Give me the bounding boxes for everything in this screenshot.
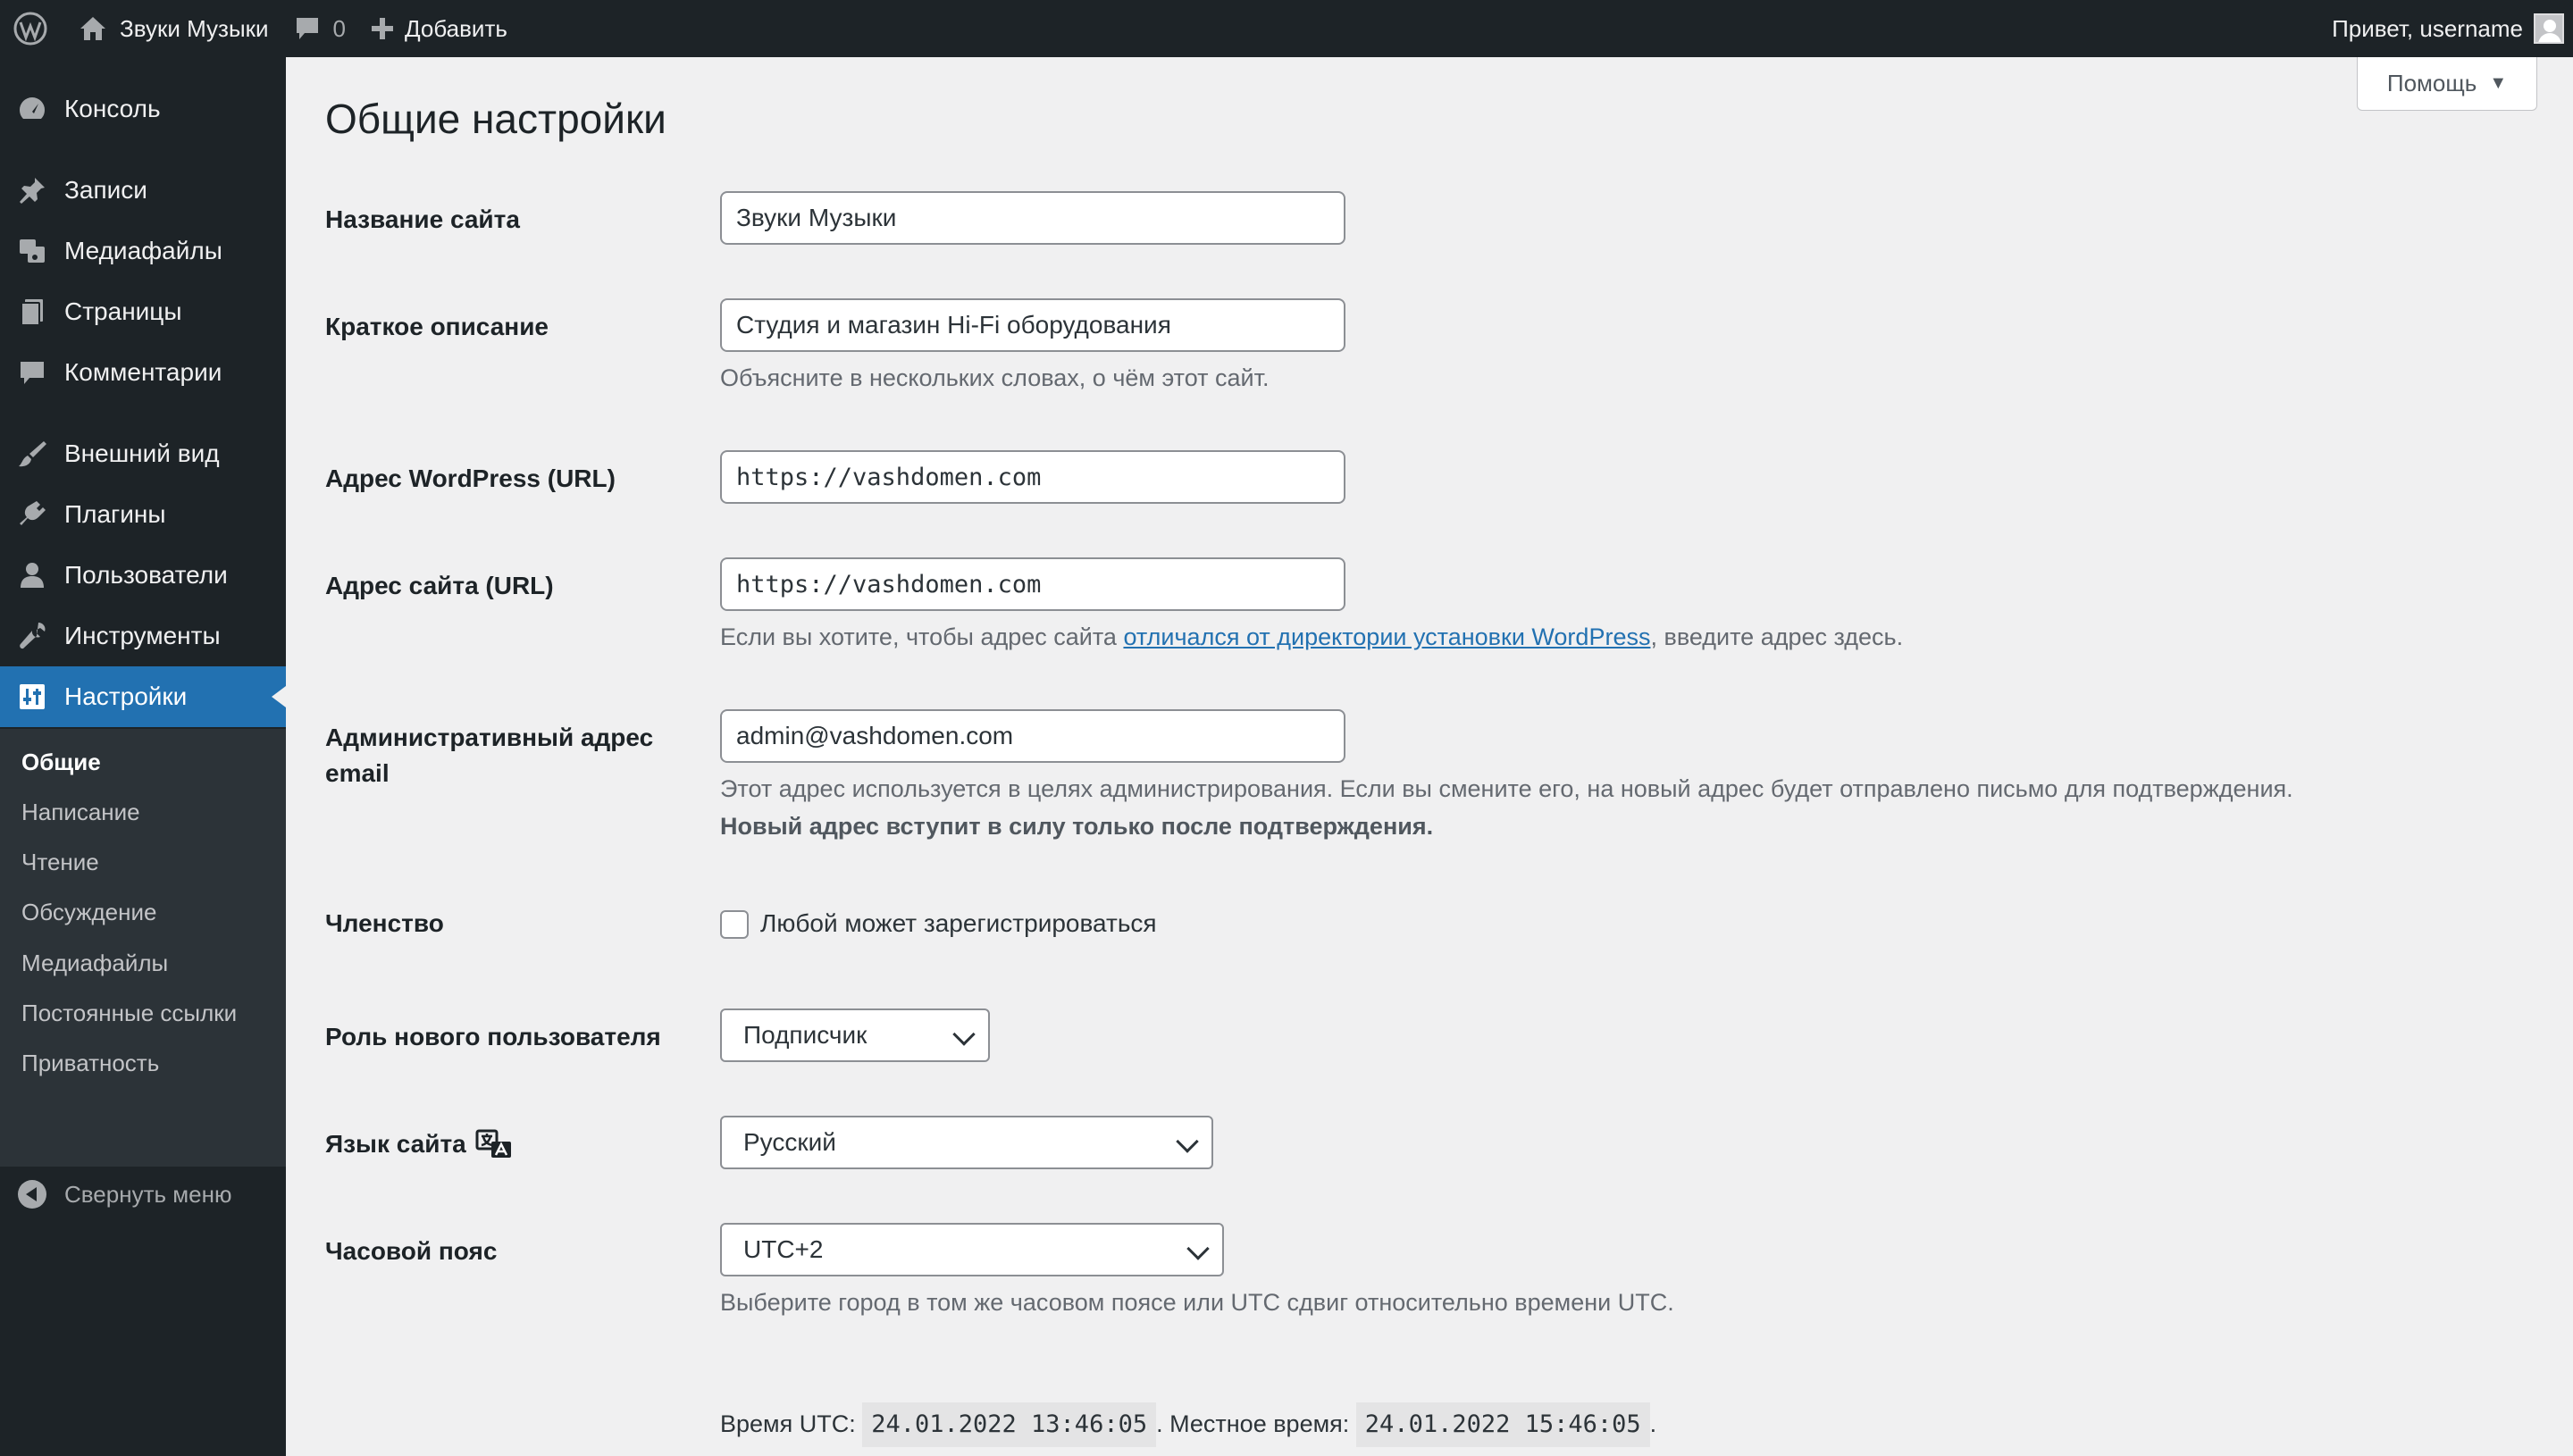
admin-email-desc-bold: Новый адрес вступит в силу только после подтверждения. <box>720 813 1434 840</box>
timezone-select[interactable] <box>720 1223 1224 1276</box>
admin-email-input[interactable] <box>720 709 1345 763</box>
admin-email-description <box>720 770 2293 845</box>
comments-link[interactable] <box>281 0 358 57</box>
tagline-label: Краткое описание <box>325 313 549 340</box>
default-role-select[interactable] <box>720 1008 990 1062</box>
site-url-help-link[interactable]: отличался от директории установки WordPress <box>1123 623 1651 650</box>
sidebar-item-settings[interactable] <box>0 666 286 727</box>
sidebar-item-label: Пользователи <box>64 561 228 589</box>
sidebar-item-dashboard[interactable] <box>0 79 286 139</box>
triangle-down-icon: ▼ <box>2489 73 2508 93</box>
site-url-label: Адрес сайта (URL) <box>325 572 554 599</box>
media-icon <box>17 236 47 266</box>
settings-icon <box>17 682 47 712</box>
sidebar-item-plugins[interactable] <box>0 484 286 545</box>
plug-icon <box>17 499 47 530</box>
brush-icon <box>17 439 47 469</box>
chevron-down-icon <box>1186 1237 1209 1259</box>
sidebar-item-label: Внешний вид <box>64 439 220 467</box>
site-language-value: Русский <box>743 1128 836 1156</box>
tagline-input[interactable] <box>720 298 1345 352</box>
default-role-value: Подписчик <box>743 1021 867 1049</box>
sidebar-item-label: Плагины <box>64 500 166 528</box>
admin-email-label-line2: email <box>325 759 390 787</box>
sidebar-item-label: Медиафайлы <box>64 237 222 264</box>
plus-icon <box>371 17 394 40</box>
wrench-icon <box>17 621 47 651</box>
sidebar-item-label: Консоль <box>64 95 161 122</box>
timezone-label: Часовой пояс <box>325 1237 498 1265</box>
tagline-description: Объясните в нескольких словах, о чём этот сайт. <box>720 364 1270 391</box>
sidebar-item-label: Записи <box>64 176 147 204</box>
submenu-privacy[interactable]: Приватность <box>21 1050 160 1076</box>
admin-bar <box>0 0 2573 57</box>
comments-count: 0 <box>332 14 346 42</box>
admin-sidebar <box>0 57 286 1456</box>
sidebar-item-posts[interactable] <box>0 160 286 221</box>
utc-time-value: 24.01.2022 13:46:05 <box>862 1402 1156 1447</box>
user-icon <box>17 560 47 590</box>
wordpress-url-input[interactable] <box>720 450 1345 504</box>
avatar <box>2534 13 2564 44</box>
sidebar-item-label: Страницы <box>64 297 182 325</box>
membership-label: Членство <box>325 909 444 937</box>
admin-email-value: admin@vashdomen.com <box>736 722 1014 749</box>
timezone-clock-line <box>720 1402 1656 1447</box>
site-language-label-text: Язык сайта <box>325 1130 466 1158</box>
comment-bubble-icon <box>294 15 321 42</box>
translation-icon <box>475 1129 513 1159</box>
greeting-text: Привет, username <box>2332 14 2523 42</box>
collapse-arrow-icon <box>18 1180 46 1209</box>
page-title: Общие настройки <box>325 96 666 142</box>
site-name: Звуки Музыки <box>120 14 269 42</box>
add-new-label: Добавить <box>405 14 507 42</box>
membership-checkbox[interactable] <box>720 910 749 939</box>
utc-time-label: Время UTC: <box>720 1410 856 1437</box>
sidebar-item-tools[interactable] <box>0 606 286 666</box>
site-title-label: Название сайта <box>325 205 520 233</box>
site-url-desc-text: Если вы хотите, чтобы адрес сайта <box>720 623 1124 650</box>
wordpress-url-label: Адрес WordPress (URL) <box>325 464 616 492</box>
clock-line-end: . <box>1649 1410 1657 1437</box>
wordpress-url-value: https://vashdomen.com <box>736 463 1042 491</box>
default-role-label: Роль нового пользователя <box>325 1023 661 1050</box>
site-language-label <box>325 1126 513 1162</box>
local-time-value: 24.01.2022 15:46:05 <box>1356 1402 1650 1447</box>
admin-email-label <box>325 720 653 791</box>
help-label: Помощь <box>2386 70 2477 96</box>
account-menu[interactable] <box>2319 0 2573 57</box>
local-time-label: . Местное время: <box>1156 1410 1350 1437</box>
submenu-writing[interactable]: Написание <box>21 799 140 825</box>
pin-icon <box>17 175 47 205</box>
site-title-input[interactable] <box>720 191 1345 245</box>
submenu-reading[interactable]: Чтение <box>21 849 99 875</box>
pages-icon <box>17 297 47 327</box>
submenu-permalinks[interactable]: Постоянные ссылки <box>21 1000 238 1026</box>
membership-checkbox-label[interactable]: Любой может зарегистрироваться <box>760 909 1157 937</box>
site-home-link[interactable] <box>66 0 281 57</box>
submenu-media[interactable]: Медиафайлы <box>21 950 169 976</box>
tagline-value: Студия и магазин Hi-Fi оборудования <box>736 311 1171 339</box>
sidebar-item-label: Настройки <box>64 682 188 710</box>
admin-email-desc-text: Этот адрес используется в целях администрирования. Если вы смените его, на новый адрес будет отправлено письмо для подтверждения. <box>720 775 2293 802</box>
collapse-menu-label: Свернуть меню <box>64 1180 232 1208</box>
chevron-down-icon <box>952 1023 975 1045</box>
main-content <box>286 57 2573 1456</box>
sidebar-item-appearance[interactable] <box>0 423 286 484</box>
sidebar-item-users[interactable] <box>0 545 286 606</box>
chevron-down-icon <box>1176 1130 1198 1152</box>
comment-icon <box>17 357 47 388</box>
collapse-menu-button[interactable] <box>0 1172 286 1217</box>
sidebar-item-pages[interactable] <box>0 281 286 342</box>
dashboard-icon <box>17 94 47 124</box>
home-icon <box>79 15 107 42</box>
site-url-input[interactable] <box>720 557 1345 611</box>
help-button[interactable] <box>2357 57 2537 111</box>
wordpress-logo-icon[interactable] <box>0 0 66 57</box>
sidebar-item-media[interactable] <box>0 221 286 281</box>
timezone-description: Выберите город в том же часовом поясе или UTC сдвиг относительно времени UTC. <box>720 1289 1674 1316</box>
site-url-description <box>720 618 1903 656</box>
site-language-select[interactable] <box>720 1116 1213 1169</box>
timezone-value: UTC+2 <box>743 1235 824 1263</box>
sidebar-item-label: Инструменты <box>64 622 221 649</box>
submenu-discussion[interactable]: Обсуждение <box>21 899 157 925</box>
site-url-desc-end: , введите адрес здесь. <box>1650 623 1904 650</box>
site-url-value: https://vashdomen.com <box>736 570 1042 598</box>
submenu-general[interactable]: Общие <box>21 749 101 775</box>
settings-submenu <box>0 729 286 1167</box>
add-new-link[interactable] <box>358 0 520 57</box>
admin-email-label-line1: Административный адрес <box>325 724 654 751</box>
site-title-value: Звуки Музыки <box>736 204 897 231</box>
sidebar-item-comments[interactable] <box>0 342 286 403</box>
sidebar-item-label: Комментарии <box>64 358 222 386</box>
